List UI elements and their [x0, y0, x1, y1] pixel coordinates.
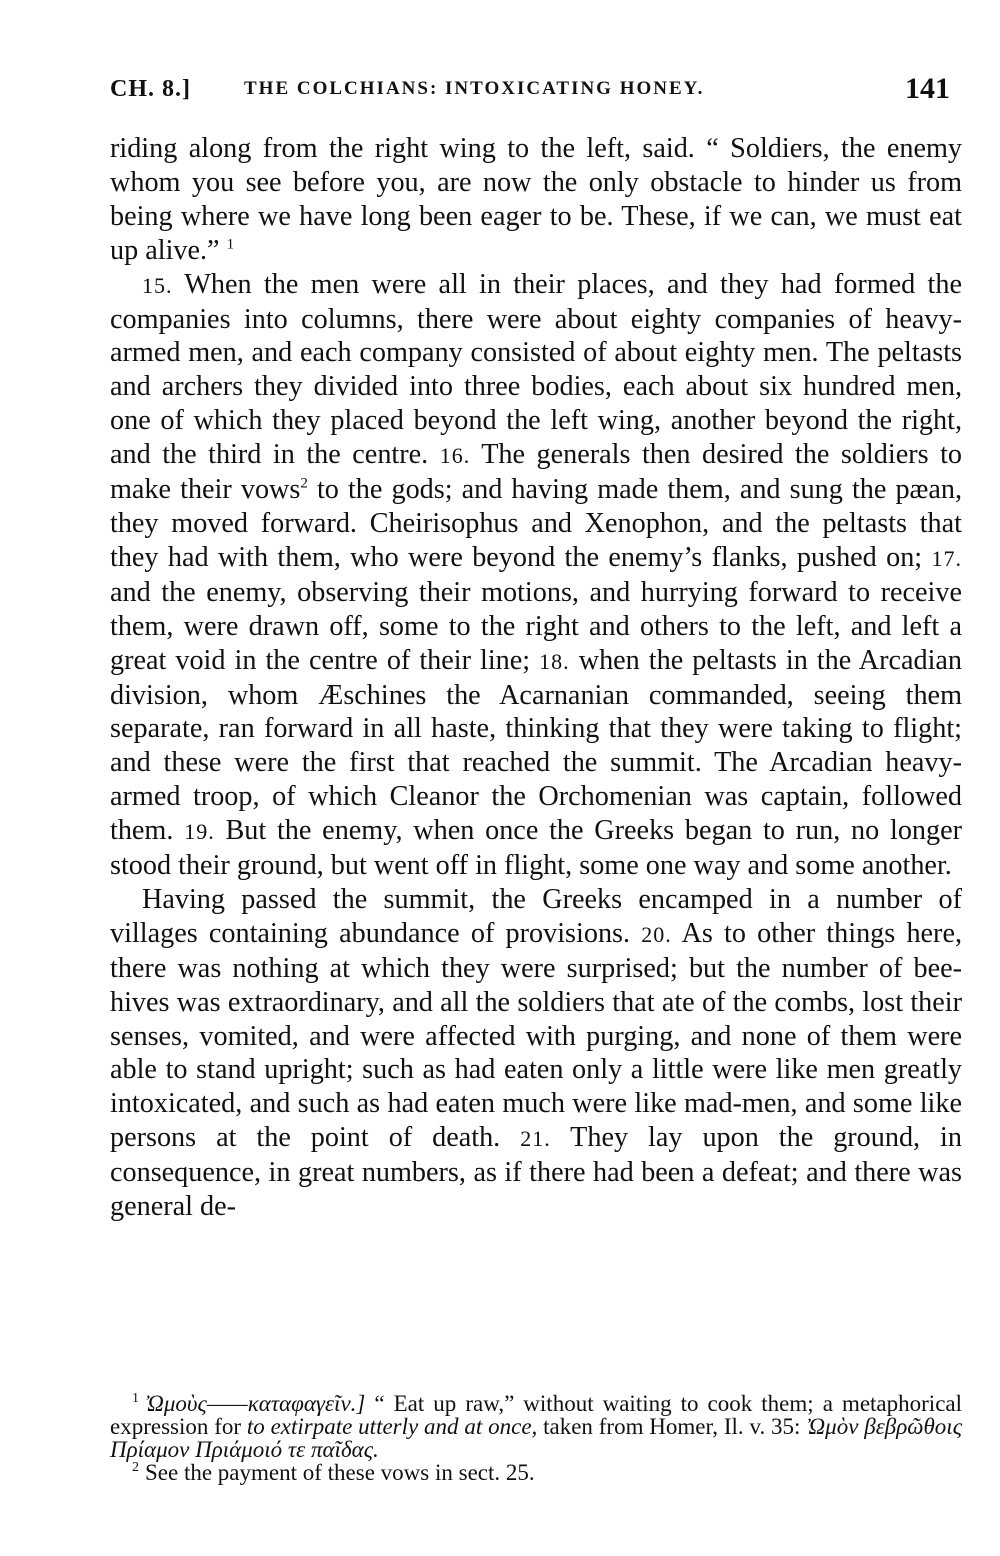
section-number-15: 15. — [142, 272, 173, 298]
footnote-ref-1: 1 — [226, 236, 235, 253]
chapter-reference: CH. 8.] — [110, 76, 191, 102]
greek-citation: Ὠμοὺς——καταφαγεῖν.] — [145, 1391, 366, 1416]
footnote-ref-2: 2 — [300, 475, 308, 492]
paragraph-text: to the gods; and having made them, and sung the pæan, they moved forward. Cheirisophus and Xenophon, and the peltasts that they had with them, who were beyond the enemy’s flanks, pushed on; — [110, 474, 963, 573]
footnote-text: “ Eat up raw,” without waiting to cook them; a metaphorical expression for — [110, 1391, 962, 1439]
paragraph-text: riding along from the right wing to the left, said. “ Soldiers, the enemy whom you see before you, are now the only obstacle to hinder us from being where we have long been eager to be. These, if we can, we must eat up alive.” — [110, 133, 962, 266]
footnote-number: 2 — [132, 1460, 139, 1476]
paragraph-text: When the men were all in their places, and they had formed the companies into columns, there were about eighty companies of heavy-armed men, and each company consisted of about eighty men. The peltasts and archers they divided into three bodies, each about six hundred men, one of which they placed beyond the left wing, another beyond the right, and the third in the centre. — [110, 268, 962, 471]
paragraph-text: As to other things here, there was nothing at which they were surprised; but the number of bee-hives was extraordinary, and all the soldiers that ate of the combs, lost their senses, vomited, and were affected with purging, and none of them were able to stand upright; such as had eaten only a little were like men greatly intoxicated, and such as had eaten much were like mad-men, and some like persons at the point of death. — [110, 917, 962, 1154]
paragraph-text: But the enemy, when once the Greeks began to run, no longer stood their ground, but went off in flight, some one way and some another. — [110, 815, 963, 882]
body-text — [110, 132, 962, 1224]
footnote-1 — [110, 1392, 962, 1461]
section-number-18: 18. — [539, 648, 570, 674]
footnote-text: taken from Homer, Il. v. 35: — [543, 1414, 801, 1439]
paragraph-text: Having passed the summit, the Greeks encamped in a number of villages containing abundance of provisions. — [110, 883, 962, 949]
paragraph-3 — [110, 883, 962, 1224]
paragraph-text: They lay upon the ground, in consequence, in great numbers, as if there had been a defeat; and there was general de- — [110, 1122, 962, 1223]
section-number-17: 17. — [931, 545, 962, 571]
footnote-text: See the payment of these vows in sect. 25. — [145, 1460, 535, 1485]
footnote-2 — [110, 1461, 962, 1484]
greek-quotation: Ὠμὸν βεβρῶθοις Πρίαμον Πριάμοιό τε παῖδας. — [110, 1414, 963, 1462]
section-number-19: 19. — [184, 819, 215, 845]
paragraph-1 — [110, 132, 962, 268]
footnotes — [110, 1392, 962, 1484]
paragraph-2 — [110, 268, 962, 883]
paragraph-text: The generals then desired the soldiers to make their vows — [110, 439, 962, 506]
section-number-16: 16. — [439, 443, 471, 469]
page-number: 141 — [905, 72, 950, 105]
running-header — [110, 68, 958, 112]
paragraph-text: and the enemy, observing their motions, and hurrying forward to receive them, were drawn off, some to the right and others to the left, and left a great void in the centre of their line; — [110, 576, 962, 676]
footnote-number: 1 — [132, 1391, 139, 1407]
section-number-21: 21. — [520, 1126, 551, 1152]
section-number-20: 20. — [641, 921, 672, 947]
footnote-italic-text: to extirpate utterly and at once, — [246, 1414, 538, 1439]
running-title: THE COLCHIANS: INTOXICATING HONEY. — [244, 78, 705, 99]
paragraph-text: when the peltasts in the Arcadian division, whom Æschines the Acarnanian commanded, seeing them separate, ran forward in all haste, thinking that they were taking to flight; and these were the first that reached the summit. The Arcadian heavy-armed troop, of which Cleanor the Orchomenian was captain, followed them. — [110, 644, 963, 847]
